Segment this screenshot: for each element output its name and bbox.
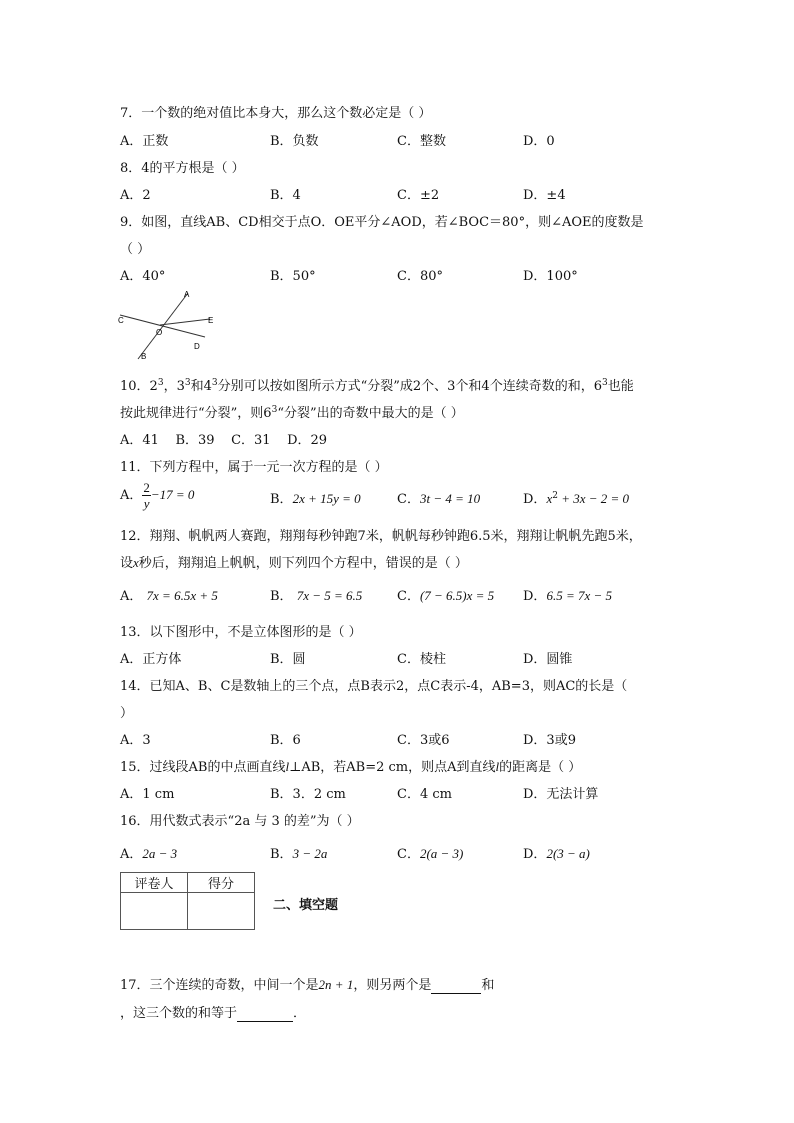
intersecting-lines-figure xyxy=(110,285,230,365)
variable: x xyxy=(133,555,139,570)
q17-text: ，这三个数的和等于 xyxy=(120,1006,238,1021)
option-b: B．4 xyxy=(270,188,301,203)
question-14-stem: 14．已知A、B、C是数轴上的三个点，点B表示2，点C表示-4，AB=3，则AC的长是（ xyxy=(120,679,628,694)
option-d: D．圆锥 xyxy=(523,652,573,667)
option-label: A． xyxy=(120,847,143,862)
option-label: B． xyxy=(270,589,293,604)
option-d xyxy=(523,843,590,862)
option-label: B． xyxy=(270,847,293,862)
q10-sup: 3 xyxy=(184,378,191,388)
option-d: D．100° xyxy=(523,269,578,284)
score-table-header xyxy=(121,873,255,893)
question-12-stem-line2 xyxy=(120,552,468,571)
q10-text: 10．2 xyxy=(120,379,158,394)
question-9-stem: 9．如图，直线AB、CD相交于点O．OE平分∠AOD，若∠BOC＝80°，则∠AOE的度数是 xyxy=(120,215,644,230)
option-a xyxy=(120,843,177,862)
q15-text: 15．过线段AB的中点画直线 xyxy=(120,760,286,775)
expression: 2n + 1 xyxy=(318,977,354,992)
option-b: B．3．2 cm xyxy=(270,787,346,802)
question-16-stem: 16．用代数式表示“2a 与 3 的差”为（ ） xyxy=(120,814,360,829)
expression: 6.5 = 7x − 5 xyxy=(546,588,613,603)
option-c xyxy=(397,585,494,604)
expression: 7x = 6.5x + 5 xyxy=(146,588,218,603)
option-c xyxy=(397,843,463,862)
option-d: D．无法计算 xyxy=(523,787,599,802)
option-d xyxy=(523,585,612,604)
q10-text: 也能 xyxy=(607,379,634,394)
question-13-stem: 13．以下图形中，不是立体图形的是（ ） xyxy=(120,625,362,640)
option-c xyxy=(397,488,480,507)
option-label: C． xyxy=(397,847,420,862)
option-c: C．4 cm xyxy=(397,787,452,802)
q10-text: “分裂”出的奇数中最大的是（ ） xyxy=(277,406,464,421)
q10-text: 分别可以按如图所示方式“分裂”成2个、3个和4个连续奇数的和，6 xyxy=(217,379,602,394)
q10-text: ，3 xyxy=(163,379,185,394)
answer-blank-1[interactable] xyxy=(431,978,481,994)
q10-text: 和4 xyxy=(190,379,212,394)
fraction xyxy=(142,480,151,511)
q10-sup: 3 xyxy=(601,378,608,388)
question-17-line1 xyxy=(120,974,494,994)
expression: 3 − 2a xyxy=(292,846,328,861)
question-15-stem xyxy=(120,756,581,775)
option-b xyxy=(270,843,327,862)
q17-text: 和 xyxy=(481,978,495,993)
section-title: 二、填空题 xyxy=(273,898,339,913)
expression: + 3x − 2 = 0 xyxy=(557,491,630,506)
option-b: B．50° xyxy=(270,269,316,284)
question-17-line2 xyxy=(120,1002,306,1022)
question-8-stem: 8．4的平方根是（ ） xyxy=(120,161,245,176)
question-9-stem-cont: （ ） xyxy=(120,242,151,257)
option-a: A．40° xyxy=(120,269,166,284)
expression: 2(a − 3) xyxy=(419,846,464,861)
score-header: 得分 xyxy=(188,873,255,893)
expression: x xyxy=(546,491,553,506)
score-table-entry-row xyxy=(121,893,255,930)
option-d: D．±4 xyxy=(523,188,566,203)
expression: 7x − 5 = 6.5 xyxy=(296,588,363,603)
option-a: A．正方体 xyxy=(120,652,182,667)
exponent: 2 xyxy=(552,491,558,501)
option-a: A．1 cm xyxy=(120,787,175,802)
option-label: A． xyxy=(120,488,143,503)
q12-text: 秒后，翔翔追上帆帆，则下列四个方程中，错误的是（ ） xyxy=(138,556,468,571)
denominator: y xyxy=(143,496,150,511)
q17-text: ． xyxy=(293,1006,307,1021)
question-10-stem-line1 xyxy=(120,375,634,394)
option-b xyxy=(270,488,361,507)
option-label: C． xyxy=(397,492,420,507)
variable: l xyxy=(285,759,290,774)
expression: 2x + 15y = 0 xyxy=(292,491,361,506)
option-a xyxy=(120,585,218,604)
score-table xyxy=(120,872,255,930)
option-label: A． xyxy=(120,589,143,604)
option-label: D． xyxy=(523,847,547,862)
q17-text: 17．三个连续的奇数，中间一个是 xyxy=(120,978,319,993)
option-label: B． xyxy=(270,492,293,507)
question-14-stem-cont: ） xyxy=(120,706,134,721)
question-7-stem: 7．一个数的绝对值比本身大，那么这个数必定是（ ） xyxy=(120,106,432,121)
option-a xyxy=(120,480,194,511)
q10-sup: 3 xyxy=(271,405,278,415)
label-o: O xyxy=(156,328,163,337)
q10-sup: 3 xyxy=(211,378,218,388)
answer-blank-2[interactable] xyxy=(237,1006,293,1022)
option-a: A．3 xyxy=(120,733,151,748)
option-d: D．0 xyxy=(523,134,555,149)
grader-header: 评卷人 xyxy=(121,873,188,893)
option-label: D． xyxy=(523,492,547,507)
option-b: B．圆 xyxy=(270,652,306,667)
option-a: A．正数 xyxy=(120,134,169,149)
question-12-stem-line1: 12．翔翔、帆帆两人赛跑，翔翔每秒钟跑7米，帆帆每秒钟跑6.5米，翔翔让帆帆先跑5米， xyxy=(120,529,642,544)
option-c: C．整数 xyxy=(397,134,446,149)
label-d: D xyxy=(194,342,200,351)
option-d: D．3或9 xyxy=(523,733,576,748)
q17-text: ，则另两个是 xyxy=(353,978,432,993)
label-c: C xyxy=(118,316,124,325)
q12-text: 设 xyxy=(120,556,134,571)
expression: −17 = 0 xyxy=(150,487,195,502)
grader-cell[interactable] xyxy=(121,893,188,930)
q10-sup: 3 xyxy=(157,378,164,388)
q15-text: 的距离是（ ） xyxy=(499,760,582,775)
label-a: A xyxy=(184,290,190,299)
expression: (7 − 6.5)x = 5 xyxy=(419,588,495,603)
score-cell[interactable] xyxy=(188,893,255,930)
option-b: B．6 xyxy=(270,733,301,748)
variable: l xyxy=(495,759,500,774)
question-11-stem: 11．下列方程中，属于一元一次方程的是（ ） xyxy=(120,460,388,475)
option-c: C．±2 xyxy=(397,188,440,203)
expression: 2a − 3 xyxy=(142,846,178,861)
expression: 3t − 4 = 10 xyxy=(419,491,481,506)
expression: 2(3 − a) xyxy=(546,846,590,861)
option-c: C．棱柱 xyxy=(397,652,446,667)
option-d xyxy=(523,488,629,507)
option-c: C．80° xyxy=(397,269,443,284)
line-ab xyxy=(138,293,188,359)
option-b: B．负数 xyxy=(270,134,319,149)
numerator: 2 xyxy=(143,480,150,495)
q10-text: 按此规律进行“分裂”，则6 xyxy=(120,406,272,421)
label-b: B xyxy=(141,352,147,361)
question-10-options: A．41 B．39 C．31 D．29 xyxy=(120,433,328,448)
option-b xyxy=(270,585,362,604)
option-label: C． xyxy=(397,589,420,604)
q15-text: ⊥AB，若AB=2 cm，则点A到直线 xyxy=(289,760,496,775)
option-label: D． xyxy=(523,589,547,604)
question-10-stem-line2 xyxy=(120,402,464,421)
option-a: A．2 xyxy=(120,188,151,203)
option-c: C．3或6 xyxy=(397,733,450,748)
label-e: E xyxy=(208,316,214,325)
